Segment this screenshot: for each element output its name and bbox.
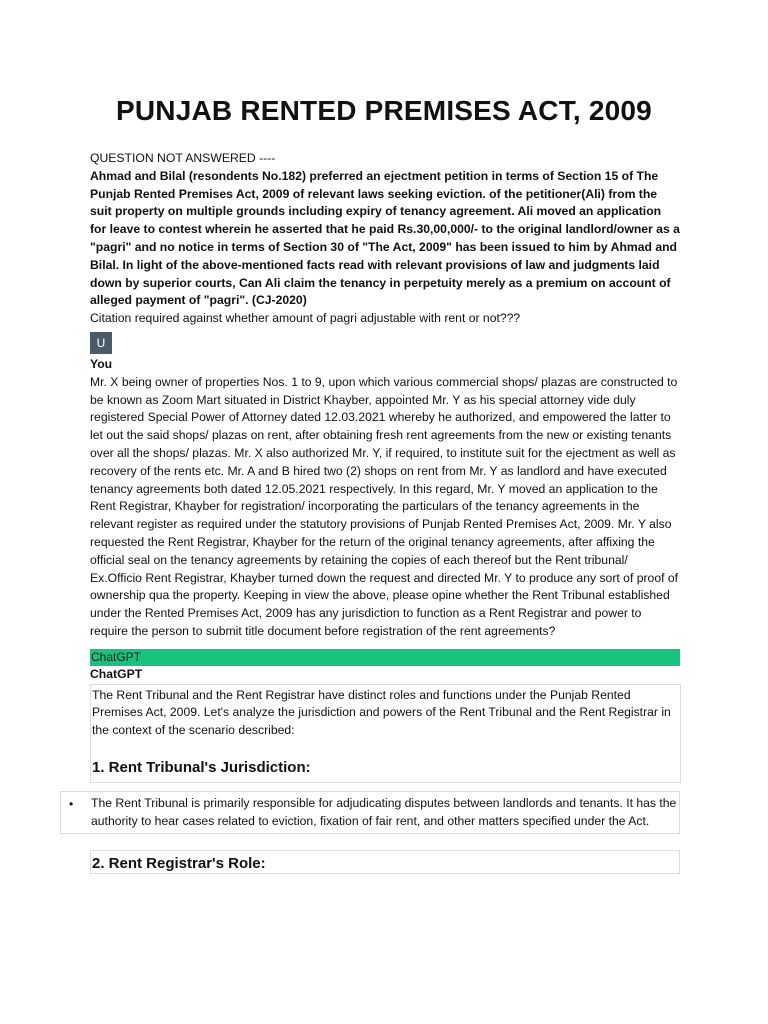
user-name: You	[90, 356, 113, 371]
heading-box-rent-registrar	[90, 850, 680, 874]
user-avatar: U	[90, 332, 112, 354]
bullet-list	[60, 791, 680, 834]
assistant-intro: The Rent Tribunal and the Rent Registrar have distinct roles and functions under the Punjab Rented Premises Act, 2009. Let's analyze the jurisdiction and powers of the Rent Tribunal and the Rent Registrar in the context of the scenario described:	[92, 687, 671, 738]
user-message: Mr. X being owner of properties Nos. 1 to 9, upon which various commercial shops/ plazas are constructed to be known as Zoom Mart situated in District Khayber, appointed Mr. Y as his special attorney vide duly registered Special Power of Attorney dated 12.03.2021 whereby he authorized, and empowered the latter to let out the said shops/ plazas on rent, after obtaining fresh rent agreements from the new or existing tenants over all the shops/ plazas. Mr. X also authorized Mr. Y, if required, to institute suit for the ejectment as well as recovery of the rents etc. Mr. A and B hired two (2) shops on rent from Mr. Y as landlord and have executed tenancy agreements both dated 12.05.2021 respectively. In this regard, Mr. Y moved an application to the Rent Registrar, Khayber for registration/ incorporating the particulars of the tenancy agreements in the relevant register as required under the statutory provisions of Punjab Rented Premises Act, 2009. Mr. Y also requested the Rent Registrar, Khayber for the return of the original tenancy agreements, after affixing the official seal on the tenancy agreements by retaining the copies of each thereof but the Rent tribunal/ Ex.Officio Rent Registrar, Khayber turned down the request and directed Mr. Y to produce any sort of proof of ownership qua the property. Keeping in view the above, please opine whether the Rent Tribunal established under the Rented Premises Act, 2009 has any jurisdiction to function as a Rent Registrar and power to require the person to submit title document before registration of the rent agreements?	[90, 374, 679, 638]
document-body	[69, 150, 680, 874]
bullet-icon: •	[69, 796, 74, 811]
question-status: QUESTION NOT ANSWERED ----	[90, 151, 276, 165]
citation-note: Citation required against whether amount of pagri adjustable with rent or not???	[90, 311, 521, 326]
chatgpt-bar: ChatGPT	[90, 649, 680, 666]
question-body: Ahmad and Bilal (resondents No.182) preferred an ejectment petition in terms of Section 15 of The Punjab Rented Premises Act, 2009 of relevant laws seeking eviction. of the petitioner(Ali) from the suit property on multiple grounds including expiry of tenancy agreement. Ali moved an application for leave to contest wherein he asserted that he paid Rs.30,00,000/- to the original landlord/owner as a "pagri" and no notice in terms of Section 30 of "The Act, 2009" has been issued to him by Ahmad and Bilal. In light of the above-mentioned facts read with relevant provisions of law and judgments laid down by superior courts, Can Ali claim the tenancy in perpetuity merely as a premium on account of alleged payment of "pagri". (CJ-2020)	[90, 168, 680, 308]
assistant-response-box	[90, 684, 681, 783]
page-title: PUNJAB RENTED PREMISES ACT, 2009	[116, 95, 652, 126]
heading-rent-registrar: 2. Rent Registrar's Role:	[92, 854, 266, 872]
assistant-name: ChatGPT	[90, 666, 143, 681]
heading-rent-tribunal: 1. Rent Tribunal's Jurisdiction:	[92, 758, 311, 776]
bullet-item-rent-tribunal: The Rent Tribunal is primarily responsible for adjudicating disputes between landlords and tenants. It has the authority to hear cases related to eviction, fixation of fair rent, and other matters specified under the Act.	[91, 795, 677, 828]
